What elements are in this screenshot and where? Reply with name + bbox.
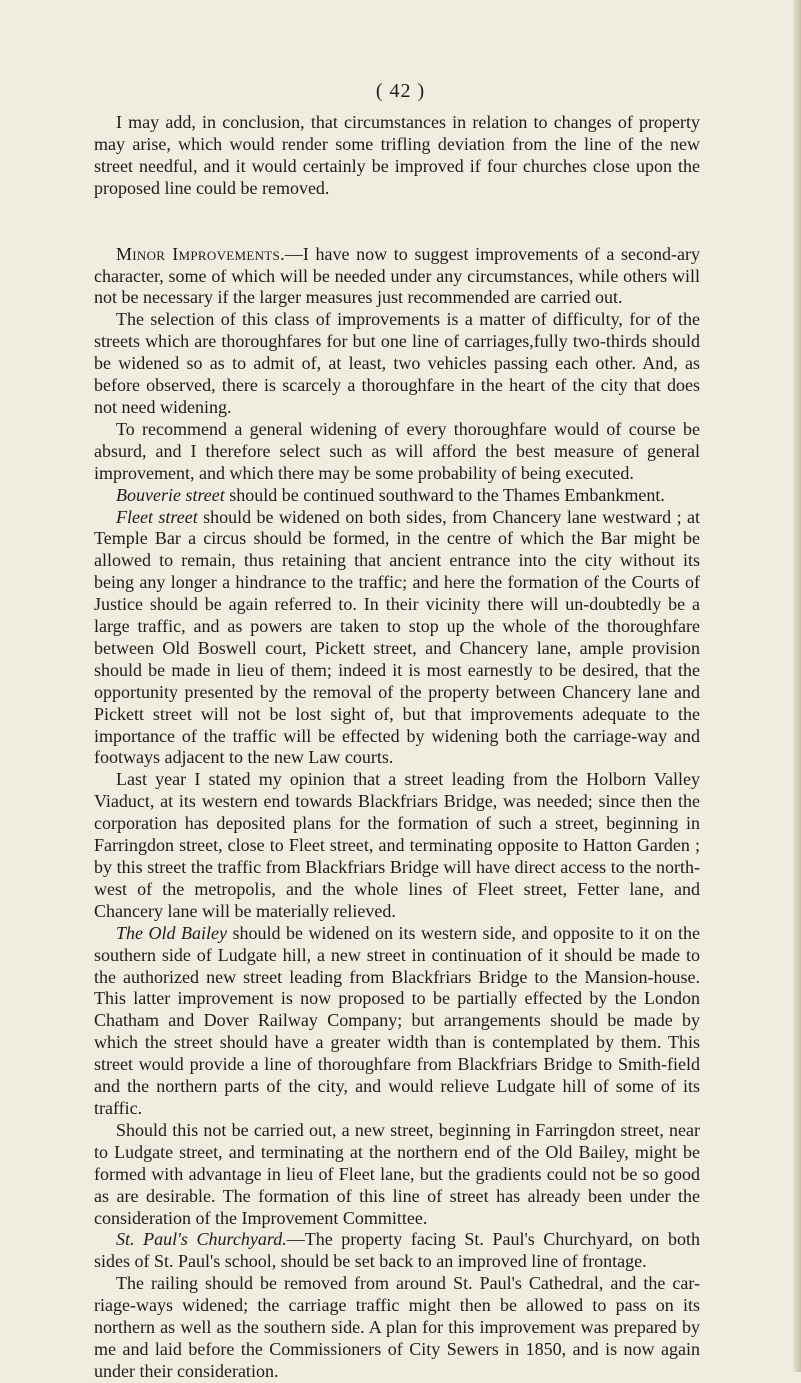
paragraph-fleet-street [94, 507, 700, 770]
street-heading-old-bailey: The Old Bailey [116, 922, 227, 943]
street-heading-bouverie: Bouverie street [116, 484, 225, 505]
paragraph-text: should be widened on its western side, and opposite to it on the southern side of Ludgate hill, a new street in continuation of it should be made to the authorized new street leading from Blackfriars Bridge to the Mansion-house. This latter improvement is now proposed to be partially effected by the London Chatham and Dover Railway Company; but arrangements should be made by which the street should have a greater width than is contemplated by them. This street would provide a line of thoroughfare from Blackfriars Bridge to Smith-field and the northern parts of the city, and would relieve Ludgate hill of some of its traffic. [94, 922, 700, 1118]
paragraph-bouverie-street [94, 485, 700, 507]
street-heading-st-pauls: St. Paul's Churchyard. [116, 1229, 287, 1250]
paragraph-minor-improvements [94, 244, 700, 310]
street-heading-fleet: Fleet street [116, 506, 198, 527]
paragraph-railing: The railing should be removed from around St. Paul's Cathedral, and the car-riage-ways widened; the carriage traffic might then be allowed to pass on its northern as well as the southern side. A plan for this improvement was prepared by me and laid before the Commissioners of City Sewers in 1850, and is now again under their consideration. [94, 1273, 700, 1381]
paragraph-st-pauls-churchyard [94, 1229, 700, 1273]
section-gap [94, 200, 700, 244]
paragraph-text: —The property facing St. Paul's Churchyard, on both sides of St. Paul's school, should be set back to an improved line of frontage. [94, 1229, 701, 1272]
paragraph-holborn-viaduct: Last year I stated my opinion that a street leading from the Holborn Valley Viaduct, at its western end towards Blackfriars Bridge, was needed; since then the corporation has deposited plans for the formation of such a street, beginning in Farringdon street, close to Fleet street, and terminating opposite to Hatton Garden ; by this street the traffic from Blackfriars Bridge will have direct access to the north-west of the metropolis, and the whole lines of Fleet street, Fetter lane, and Chancery lane will be materially relieved. [94, 769, 700, 921]
section-heading-minor-improvements: Minor Improvements. [116, 243, 285, 264]
body-text [94, 112, 700, 1383]
paragraph-text: should be widened on both sides, from Chancery lane westward ; at Temple Bar a circus should be formed, in the centre of which the Bar might be allowed to remain, thus retaining that ancient entrance into the city without its being any longer a hindrance to the traffic; and here the formation of the Courts of Justice should be again referred to. In their vicinity there will un-doubtedly be a large traffic, and as powers are taken to stop up the whole of the thoroughfare between Old Boswell court, Pickett street, and Chancery lane, ample provision should be made in lieu of them; indeed it is most earnestly to be desired, that the opportunity presented by the removal of the property between Chancery lane and Pickett street will not be lost sight of, but that improvements adequate to the importance of the traffic will be effected by widening both the carriage-way and footways adjacent to the new Law courts. [94, 506, 700, 768]
paragraph-recommend: To recommend a general widening of every thoroughfare would of course be absurd, and I therefore select such as will afford the best measure of general improvement, and which there may be some probability of being executed. [94, 418, 700, 483]
page-edge [793, 0, 801, 1372]
page-number: ( 42 ) [375, 80, 426, 102]
paragraph-text: —I have now to suggest improvements of a second-ary character, some of which will be needed under any circumstances, while others will not be necessary if the larger measures just recommended are carried out. [94, 243, 700, 308]
paragraph-selection: The selection of this class of improvements is a matter of difficulty, for of the streets which are thoroughfares for but one line of carriages,fully two-thirds should be widened so as to admit of, at least, two vehicles passing each other. And, as before observed, there is scarcely a thoroughfare in the heart of the city that does not need widening. [94, 309, 700, 417]
paragraph-old-bailey [94, 923, 700, 1120]
paragraph-conclusion: I may add, in conclusion, that circumstances in relation to changes of property may arise, which would render some trifling deviation from the line of the new street needful, and it would certainly be improved if four churches close upon the proposed line could be removed. [94, 112, 700, 198]
paragraph-farringdon-alternative: Should this not be carried out, a new street, beginning in Farringdon street, near to Ludgate street, and terminating at the northern end of the Old Bailey, might be formed with advantage in lieu of Fleet lane, but the gradients could not be so good as are desirable. The formation of this line of street has already been under the consideration of the Improvement Committee. [94, 1119, 700, 1228]
paragraph-text: should be continued southward to the Thames Embankment. [224, 484, 665, 505]
